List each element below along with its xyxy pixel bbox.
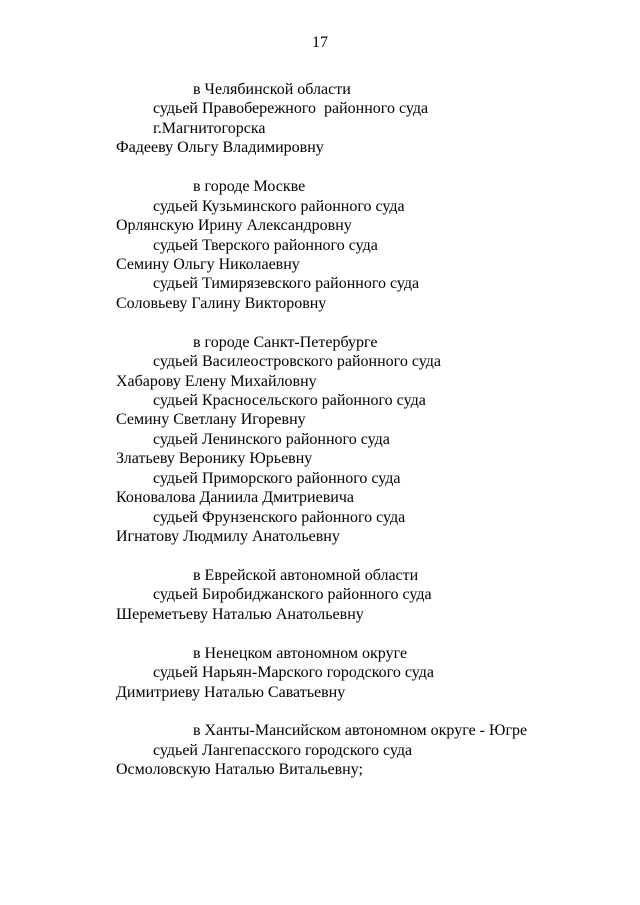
court-line: судьей Тимирязевского районного суда	[153, 275, 420, 293]
court-line: судьей Лангепасского городского суда	[153, 741, 413, 759]
judge-name: Хабарову Елену Михайловну	[116, 372, 317, 390]
court-line: судьей Фрунзенского районного суда	[153, 508, 406, 526]
region-heading: в Ненецком автономном округе	[193, 644, 408, 662]
judge-name: Семину Светлану Игоревну	[116, 411, 306, 429]
court-line: судьей Биробиджанского районного суда	[153, 586, 432, 604]
court-line: судьей Красносельского районного суда	[153, 392, 426, 409]
court-line: судьей Кузьминского районного суда	[153, 197, 405, 215]
court-line: судьей Василеостровского районного суда	[153, 353, 441, 371]
judge-name: Златьеву Веронику Юрьевну	[116, 450, 313, 468]
court-line: г.Магнитогорска	[153, 119, 266, 137]
judge-name: Осмоловскую Наталью Витальевну;	[116, 761, 363, 779]
court-line: судьей Правобережного районного суда	[153, 100, 429, 118]
region-block-saint-petersburg	[0, 333, 640, 547]
region-block-moscow	[0, 177, 640, 313]
region-block-jewish-ao	[0, 566, 640, 624]
region-heading: в городе Санкт-Петербурге	[193, 333, 378, 351]
judge-name: Димитриеву Наталью Саватьевну	[116, 683, 346, 701]
court-line: судьей Приморского районного суда	[153, 469, 401, 487]
region-block-khmao-yugra	[0, 721, 640, 779]
judge-name: Семину Ольгу Николаевну	[116, 255, 300, 273]
court-line: судьей Тверского районного суда	[153, 236, 378, 254]
region-heading: в Челябинской области	[193, 81, 351, 98]
region-block-chelyabinsk	[0, 80, 640, 158]
region-block-nenets-ao	[0, 644, 640, 702]
judge-name: Шереметьеву Наталью Анатольевну	[116, 605, 364, 623]
court-line: судьей Нарьян-Марского городского суда	[153, 664, 434, 682]
judge-name: Орлянскую Ирину Александровну	[116, 217, 352, 235]
court-line: судьей Ленинского районного суда	[153, 430, 390, 448]
region-heading: в городе Москве	[193, 178, 306, 196]
judge-name: Фадееву Ольгу Владимировну	[116, 139, 324, 157]
document-body	[0, 80, 640, 799]
page-number: 17	[312, 34, 328, 51]
judge-name: Игнатову Людмилу Анатольевну	[116, 528, 340, 546]
region-heading: в Ханты-Мансийском автономном округе - Югре	[193, 722, 528, 740]
region-heading: в Еврейской автономной области	[193, 566, 419, 584]
judge-name: Соловьеву Галину Викторовну	[116, 294, 327, 312]
judge-name: Коновалова Даниила Дмитриевича	[116, 489, 354, 507]
